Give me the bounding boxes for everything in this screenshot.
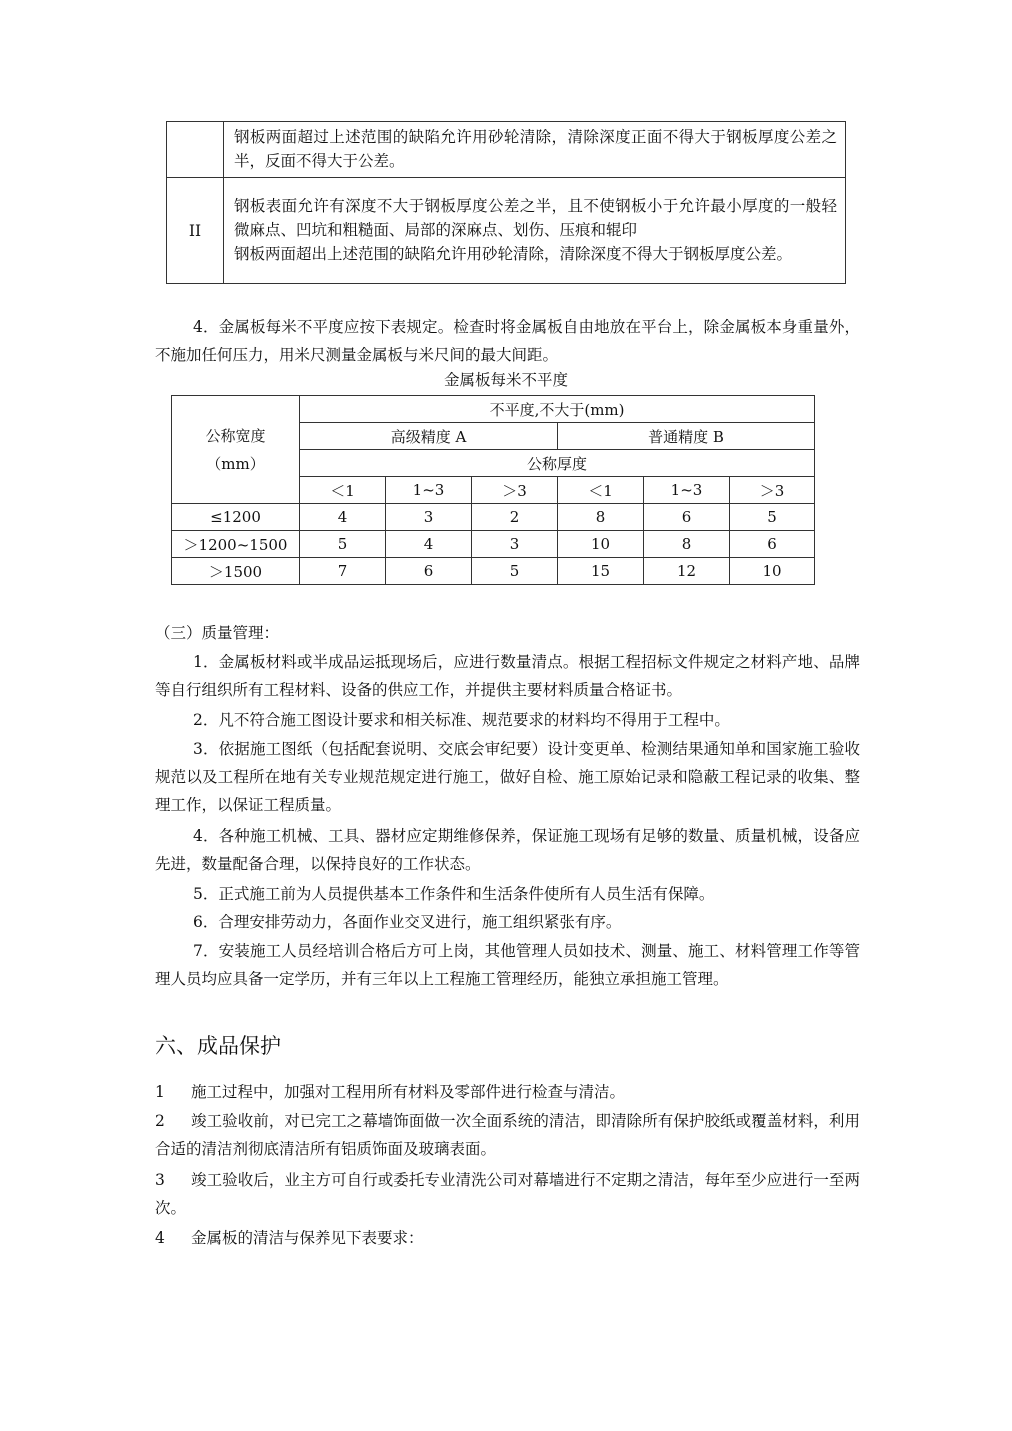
- description-cell: [224, 122, 846, 178]
- quality-item-7: 7．安装施工人员经培训合格后方可上岗，其他管理人员如技术、测量、施工、材料管理工作等管理人员均应具备一定学历，并有三年以上工程施工管理经历，能独立承担施工管理。: [155, 942, 860, 988]
- value-cell: 10: [730, 558, 815, 585]
- value-cell: 4: [386, 531, 472, 558]
- defect-table: [166, 121, 846, 284]
- value-cell: 15: [558, 558, 644, 585]
- quality-item-4: 4．各种施工机械、工具、器材应定期维修保养，保证施工现场有足够的数量、质量机械，设备应先进，数量配备合理，以保持良好的工作状态。: [155, 827, 860, 873]
- thickness-col: ＜1: [558, 477, 644, 504]
- table-caption: 金属板每米不平度: [443, 371, 568, 389]
- description-text: 钢板两面超过上述范围的缺陷允许用砂轮清除，清除深度正面不得大于钢板厚度公差之半，反面不得大于公差。: [234, 128, 837, 170]
- description-text: 钢板两面超出上述范围的缺陷允许用砂轮清除，清除深度不得大于钢板厚度公差。: [234, 245, 793, 263]
- list-item: [155, 1224, 860, 1252]
- value-cell: 7: [300, 558, 386, 585]
- list-text: 施工过程中，加强对工程用所有材料及零部件进行检查与清洁。: [191, 1083, 626, 1101]
- thickness-col: 1~3: [644, 477, 730, 504]
- value-cell: 5: [472, 558, 558, 585]
- thickness-col: ＞3: [730, 477, 815, 504]
- value-cell: 3: [386, 504, 472, 531]
- nominal-width-unit: （mm）: [206, 454, 265, 473]
- description-text: 钢板表面允许有深度不大于钢板厚度公差之半，且不使钢板小于允许最小厚度的一般轻微麻点、凹坑和粗糙面、局部的深麻点、划伤、压痕和辊印: [234, 197, 837, 239]
- thickness-header: 公称厚度: [300, 450, 815, 477]
- grade-cell: II: [167, 178, 224, 284]
- description-cell: [224, 178, 846, 284]
- thickness-col: 1~3: [386, 477, 472, 504]
- list-number: 2: [155, 1112, 165, 1130]
- flatness-table: [171, 395, 815, 585]
- width-cell: ≤1200: [172, 504, 300, 531]
- table-row: [172, 531, 815, 558]
- value-cell: 10: [558, 531, 644, 558]
- value-cell: 12: [644, 558, 730, 585]
- list-text: 金属板的清洁与保养见下表要求：: [191, 1229, 424, 1247]
- nominal-width-header: [172, 396, 300, 504]
- list-item: [155, 1078, 860, 1106]
- quality-item-1: 1．金属板材料或半成品运抵现场后，应进行数量清点。根据工程招标文件规定之材料产地、品牌等自行组织所有工程材料、设备的供应工作，并提供主要材料质量合格证书。: [155, 653, 860, 699]
- grade-a-header: 高级精度 A: [300, 423, 558, 450]
- list-item: [155, 1107, 860, 1163]
- table-row: [172, 504, 815, 531]
- list-text: 竣工验收后，业主方可自行或委托专业清洗公司对幕墙进行不定期之清洁，每年至少应进行一至两次。: [155, 1171, 860, 1217]
- value-cell: 6: [386, 558, 472, 585]
- thickness-col: ＜1: [300, 477, 386, 504]
- value-cell: 5: [730, 504, 815, 531]
- list-text: 竣工验收前，对已完工之幕墙饰面做一次全面系统的清洁，即清除所有保护胶纸或覆盖材料，利用合适的清洁剂彻底清洁所有铝质饰面及玻璃表面。: [155, 1112, 860, 1158]
- quality-section-title: （三）质量管理：: [155, 624, 280, 642]
- list-number: 3: [155, 1171, 165, 1189]
- quality-item-6: 6．合理安排劳动力，各面作业交叉进行，施工组织紧张有序。: [193, 913, 622, 931]
- value-cell: 8: [644, 531, 730, 558]
- quality-item-3: 3．依据施工图纸（包括配套说明、交底会审纪要）设计变更单、检测结果通知单和国家施工验收规范以及工程所在地有关专业规范规定进行施工，做好自检、施工原始记录和隐蔽工程记录的收集、整理工作，以保证工程质量。: [155, 740, 860, 814]
- value-cell: 2: [472, 504, 558, 531]
- value-cell: 6: [644, 504, 730, 531]
- list-number: 1: [155, 1083, 165, 1101]
- table-row: [172, 558, 815, 585]
- quality-item-5: 5．正式施工前为人员提供基本工作条件和生活条件使所有人员生活有保障。: [193, 885, 715, 903]
- grade-cell: [167, 122, 224, 178]
- value-cell: 3: [472, 531, 558, 558]
- list-item: [155, 1166, 860, 1222]
- nominal-width-label: 公称宽度: [205, 426, 266, 445]
- width-cell: ＞1200~1500: [172, 531, 300, 558]
- value-cell: 5: [300, 531, 386, 558]
- thickness-col: ＞3: [472, 477, 558, 504]
- section-heading: 六、成品保护: [155, 1034, 281, 1058]
- flatness-header: 不平度,不大于(mm): [300, 396, 815, 423]
- flatness-paragraph: 4．金属板每米不平度应按下表规定。检查时将金属板自由地放在平台上，除金属板本身重量外，不施加任何压力，用米尺测量金属板与米尺间的最大间距。: [155, 318, 860, 364]
- grade-b-header: 普通精度 B: [558, 423, 815, 450]
- list-number: 4: [155, 1229, 165, 1247]
- table-row: [167, 122, 846, 178]
- quality-item-2: 2．凡不符合施工图设计要求和相关标准、规范要求的材料均不得用于工程中。: [193, 711, 730, 729]
- value-cell: 6: [730, 531, 815, 558]
- width-cell: ＞1500: [172, 558, 300, 585]
- value-cell: 8: [558, 504, 644, 531]
- table-row: [167, 178, 846, 284]
- value-cell: 4: [300, 504, 386, 531]
